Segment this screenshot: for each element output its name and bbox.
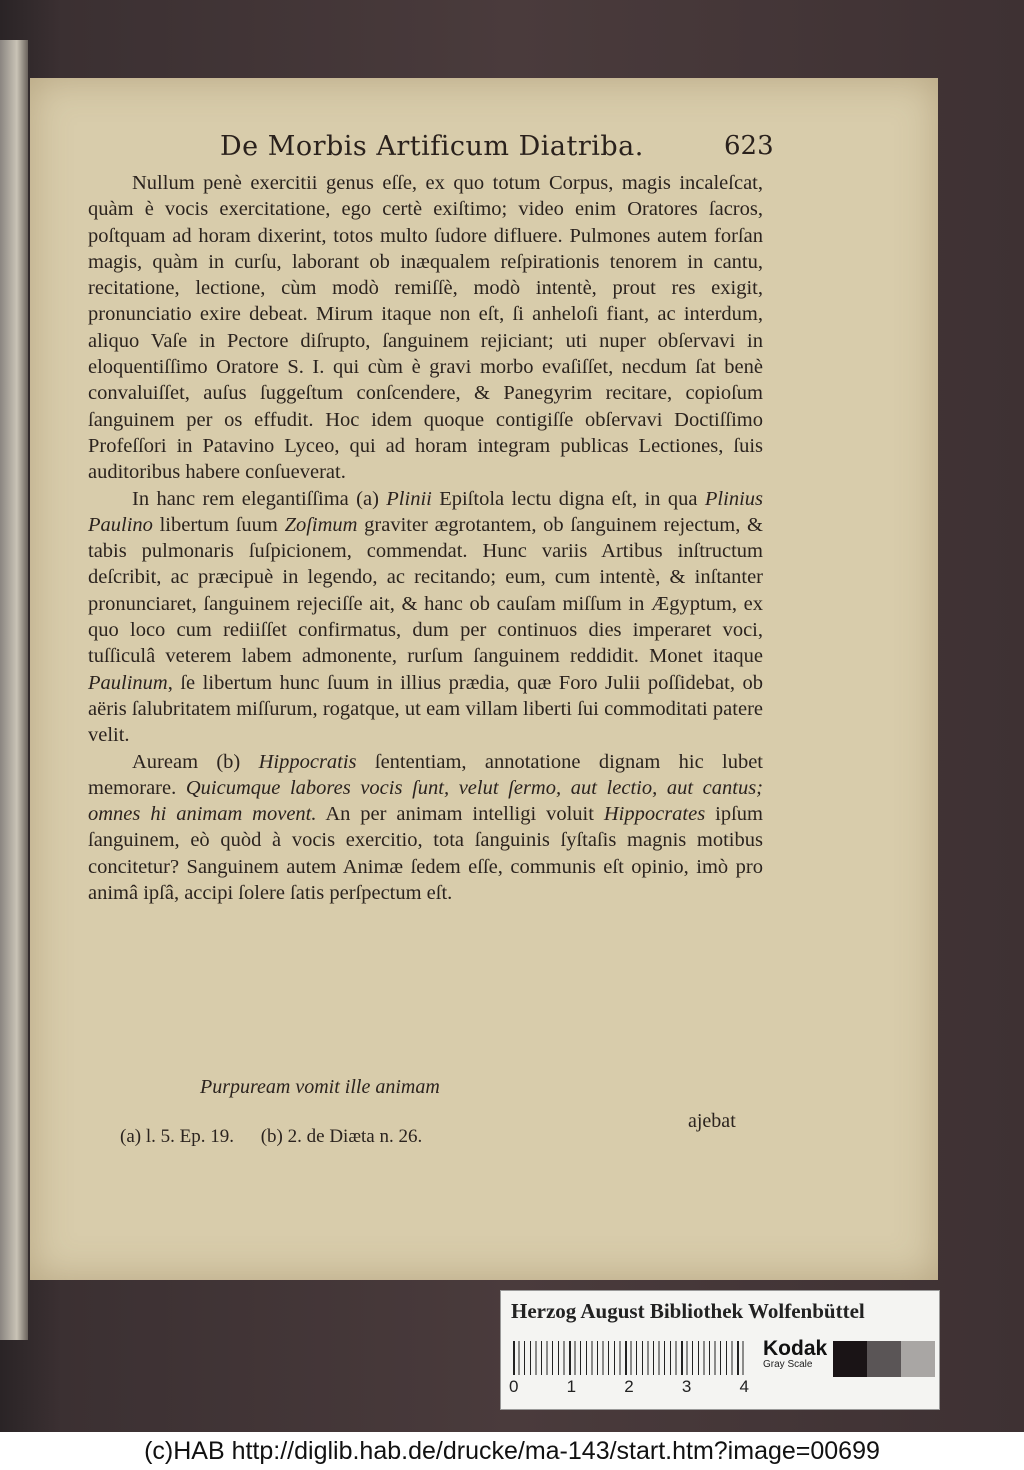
text-run: Auream (b) [132, 750, 259, 773]
italic-run: Plinius Paulino [88, 487, 763, 536]
paragraph [88, 170, 763, 486]
italic-run: Paulinum [88, 671, 168, 694]
catchword: ajebat [688, 1110, 736, 1132]
text-run: Epiſtola lectu digna eſt, in qua [431, 487, 705, 510]
text-run: graviter ægrotantem, ob ſanguinem rejectum, & tabis pulmonaris ſuſpicionem, commendat. Hunc variis Artibus inſtructum deſcribit, ac præcipuè in legendo, ac recitando; eum, cum intentè, & inſtanter pronunciaret, ſanguinem rejeciſſe ait, & hanc ob cauſam miſſum in Ægyptum, ex quo loco cum rediiſſet confirmatus, dum per continuos dies imperaret voci, tuſſiculâ veterem labem admonente, rurſum ſanguinem reddidit. Monet itaque [88, 513, 763, 668]
gray-swatch [867, 1341, 901, 1377]
footer-url[interactable]: (c)HAB http://diglib.hab.de/drucke/ma-143/start.htm?image=00699 [0, 1432, 1024, 1470]
kodak-subtitle: Gray Scale [763, 1359, 813, 1370]
ruler-numbers [509, 1377, 749, 1397]
text-run: libertum ſuum [152, 513, 285, 536]
italic-run: Zoſimum [284, 513, 358, 536]
ruler-number: 1 [566, 1377, 577, 1396]
italic-run: Hippocrates [603, 803, 706, 826]
italic-run: Hippocratis [258, 750, 357, 773]
footnotes [120, 1126, 444, 1148]
paragraph [88, 749, 763, 907]
book-edge [0, 40, 28, 1340]
ruler-number: 2 [624, 1377, 634, 1396]
body-text [88, 170, 763, 906]
ruler-number: 4 [739, 1377, 749, 1396]
card-title: Herzog August Bibliothek Wolfenbüttel [511, 1299, 865, 1323]
running-head: De Morbis Artificum Diatriba. [220, 131, 644, 162]
verse-quote: Purpuream vomit ille animam [200, 1076, 440, 1098]
footnote: (a) l. 5. Ep. 19. [120, 1126, 234, 1147]
measuring-ruler [513, 1341, 745, 1375]
text-run: ſententiam, annotatione dignam hic lubet memorare. [88, 750, 763, 799]
scale-card [500, 1290, 940, 1410]
footnote: (b) 2. de Diæta n. 26. [260, 1126, 423, 1147]
paragraph [88, 486, 763, 749]
kodak-logo: Kodak [763, 1337, 828, 1360]
page-number: 623 [724, 131, 774, 161]
text-run: In hanc rem elegantiſſima (a) [132, 487, 387, 510]
text-run: ipſum ſanguinem, eò quòd à vocis exercitio, tota ſanguinis ſyſtaſis magnis motibus concitetur? Sanguinem autem Animæ ſedem eſſe, communis eſt opinio, imò pro animâ ipſâ, accipi ſolere ſatis perſpectum eſt. [88, 803, 763, 905]
text-run: , ſe libertum hunc ſuum in illius prædia, quæ Foro Julii poſſidebat, ob aëris ſalubritatem miſſurum, rogatque, ut eam villam liberti ſui commoditati patere velit. [88, 671, 763, 747]
ruler-number: 0 [509, 1377, 519, 1396]
italic-run: Plinii [386, 487, 432, 510]
ruler-number: 3 [681, 1377, 692, 1396]
italic-run: Quicumque labores vocis ſunt, velut ſermo, aut lectio, aut cantus; omnes hi animam movent. [88, 776, 763, 826]
gray-swatch [901, 1341, 935, 1377]
gray-swatch [833, 1341, 867, 1377]
text-run: Nullum penè exercitii genus eſſe, ex quo totum Corpus, magis incaleſcat, quàm è vocis exercitatione, ego certè exiſtimo; video enim Oratores ſacros, poſtquam ad horam dixerint, totos multo ſudore difluere. Pulmones autem forſan magis, quàm in curſu, laborant ob inæqualem reſpirationis tenorem in cantu, recitatione, lectione, cùm modò remiſſè, modò intentè, prout res exigit, pronunciatio exire debeat. Mirum itaque non eſt, ſi anheloſi fiant, ac interdum, aliquo Vaſe in Pectore diſrupto, ſanguinem rejiciant; uti nuper obſervavi in eloquentiſſimo Oratore S. I. qui cùm è gravi morbo evaſiſſet, necdum ſat benè convaluiſſet, auſus ſuggeſtum conſcendere, & Panegyrim recitare, copioſum ſanguinem per os effudit. Hoc idem quoque contigiſſe obſervavi Doctiſſimo Profeſſori in Patavino Lyceo, qui ad horam integram publicas Lectiones, ſuis auditoribus habere conſueverat. [88, 172, 763, 484]
text-run: An per animam intelligi voluit [316, 803, 604, 826]
